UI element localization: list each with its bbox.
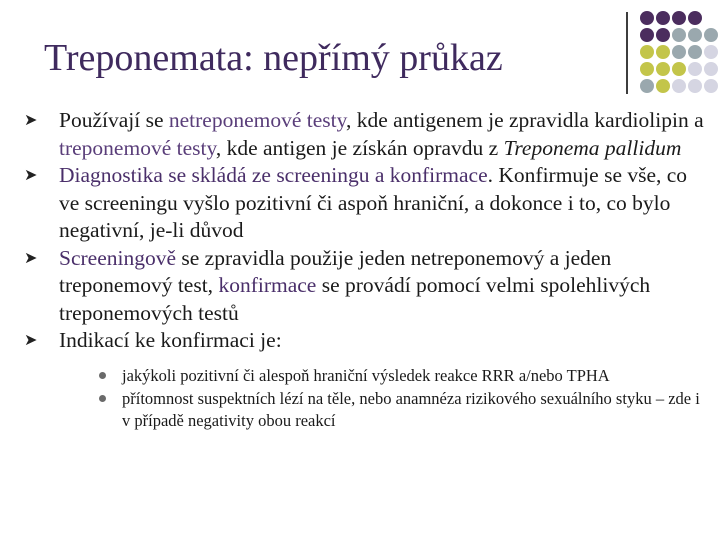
decor-dot xyxy=(672,11,686,25)
decor-dot xyxy=(688,28,702,42)
decor-dot xyxy=(704,62,718,76)
arrow-bullet-icon: ➤ xyxy=(24,249,38,267)
decor-dot xyxy=(656,28,670,42)
decor-dot xyxy=(672,45,686,59)
decor-dot xyxy=(640,62,654,76)
disc-bullet-icon xyxy=(99,372,106,379)
bullet-text: se provádí pomocí velmi spolehlivých treponemových testů xyxy=(59,273,651,325)
sub-bullet-list xyxy=(59,365,704,432)
bullet-emphasis: Screeningově xyxy=(59,245,177,270)
bullet-text: se zpravidla použije jeden netreponemový a jeden treponemový test, xyxy=(59,245,612,297)
bullet-list xyxy=(24,107,704,431)
decor-dot xyxy=(704,28,718,42)
decor-dot xyxy=(656,45,670,59)
sub-bullet-item xyxy=(96,388,704,431)
decor-dot xyxy=(688,62,702,76)
decorative-dot-grid xyxy=(636,11,720,95)
arrow-bullet-icon: ➤ xyxy=(24,332,38,349)
decor-dot xyxy=(672,62,686,76)
decor-dot xyxy=(688,45,702,59)
bullet-text: , kde antigen je získán opravdu z xyxy=(215,135,504,160)
decor-dot xyxy=(688,79,702,93)
bullet-italic: Treponema pallidum xyxy=(503,135,682,160)
bullet-emphasis: treponemové testy xyxy=(59,135,216,160)
decor-dot xyxy=(640,45,654,59)
decor-dot xyxy=(704,79,718,93)
bullet-text: Indikací ke konfirmaci je: xyxy=(59,328,282,352)
decor-dot xyxy=(640,28,654,42)
bullet-item xyxy=(24,162,704,245)
bullet-item xyxy=(24,327,704,431)
bullet-item xyxy=(24,245,704,328)
decor-dot xyxy=(656,79,670,93)
decor-dot xyxy=(640,11,654,25)
sub-bullet-item xyxy=(96,365,704,387)
arrow-bullet-icon: ➤ xyxy=(24,167,38,184)
decor-dot xyxy=(656,11,670,25)
decor-dot xyxy=(656,62,670,76)
bullet-emphasis: konfirmace xyxy=(218,273,317,297)
arrow-bullet-icon: ➤ xyxy=(24,112,38,129)
bullet-item xyxy=(24,107,704,162)
title-divider-line xyxy=(626,12,628,94)
decor-dot xyxy=(640,79,654,93)
decor-dot xyxy=(704,45,718,59)
slide-title: Treponemata: nepřímý průkaz xyxy=(44,37,503,79)
bullet-emphasis: netreponemové testy xyxy=(168,108,346,132)
bullet-text: , kde antigenem je zpravidla kardiolipin a xyxy=(346,108,704,132)
decor-dot xyxy=(688,11,702,25)
bullet-emphasis: Diagnostika se skládá ze screeningu a konfirmace xyxy=(59,163,488,187)
decor-dot xyxy=(672,79,686,93)
sub-bullet-text: jakýkoli pozitivní či alespoň hraniční výsledek reakce RRR a/nebo TPHA xyxy=(122,365,610,385)
sub-bullet-text: přítomnost suspektních lézí na těle, nebo anamnéza rizikového sexuálního styku – zde i v případě negativity obou reakcí xyxy=(122,389,700,430)
bullet-text: Používají se xyxy=(59,108,169,132)
disc-bullet-icon xyxy=(99,395,106,402)
decor-dot xyxy=(672,28,686,42)
bullet-text: . Konfirmuje se vše, co ve screeningu vyšlo pozitivní či aspoň hraniční, a dokonce i to, co bylo negativní, je-li důvod xyxy=(59,163,688,242)
